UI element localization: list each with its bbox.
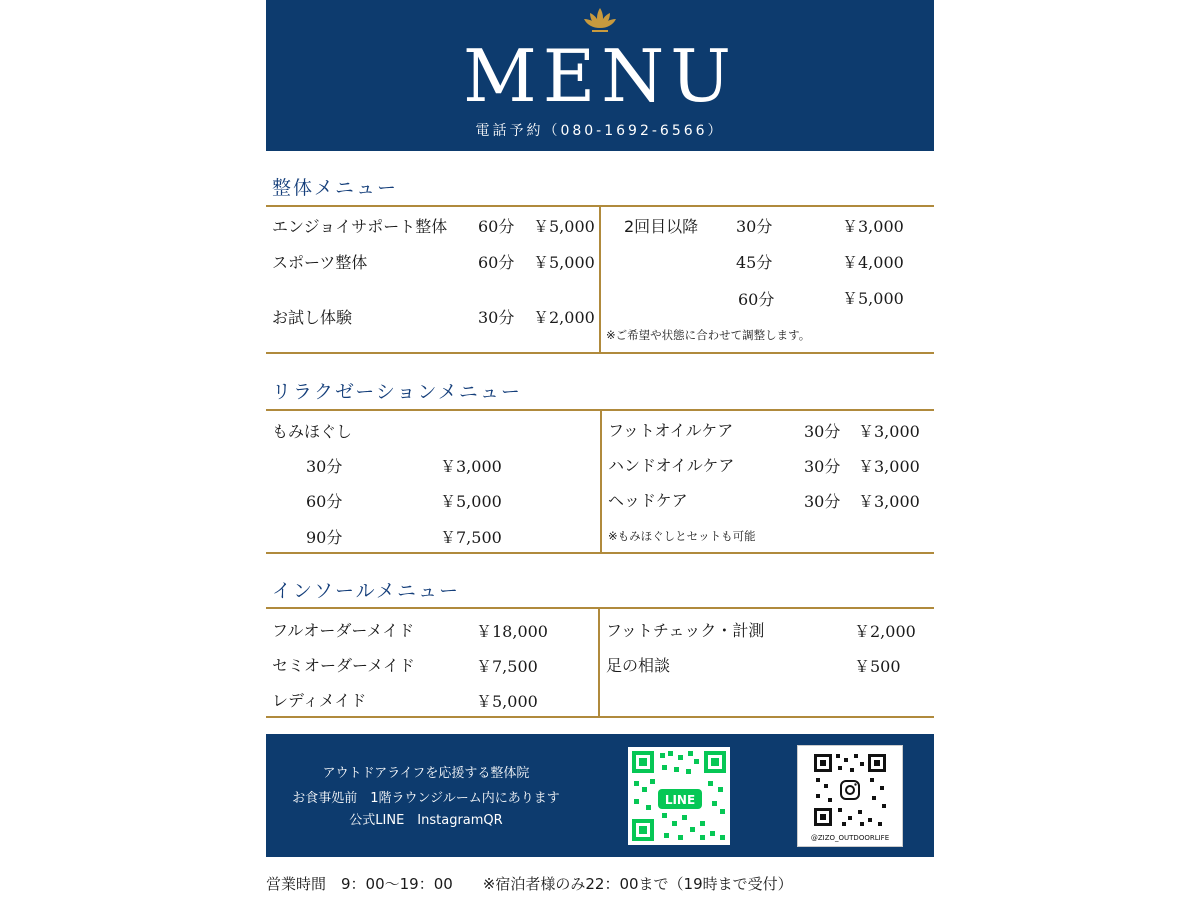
lotus-icon xyxy=(582,6,618,36)
menu-item-price: ￥5,000 xyxy=(533,217,595,236)
menu-item-price: ￥5,000 xyxy=(842,289,904,308)
menu-item-price: ￥5,000 xyxy=(476,692,538,711)
menu-item-name: レディメイド xyxy=(272,691,367,710)
menu-item-duration: 60分 xyxy=(478,217,515,236)
menu-item-price: ￥4,000 xyxy=(842,253,904,272)
momi-label: もみほぐし xyxy=(272,422,353,441)
menu-item-name: フットチェック・計測 xyxy=(606,621,765,640)
menu-item-name: フットオイルケア xyxy=(608,421,734,440)
business-hours: 営業時間 9：00〜19：00 ※宿泊者様のみ22：00まで（19時まで受付） xyxy=(266,875,793,893)
menu-item-price: ￥18,000 xyxy=(476,622,548,641)
menu-item-duration: 30分 xyxy=(804,457,841,476)
menu-item-name: スポーツ整体 xyxy=(272,253,368,272)
section-title-relax: リラクゼーションメニュー xyxy=(272,381,522,403)
header-banner xyxy=(266,0,934,151)
menu-sheet xyxy=(266,0,934,900)
instagram-qr-code[interactable] xyxy=(797,745,903,847)
section-note: ※もみほぐしとセットも可能 xyxy=(608,529,756,543)
menu-item-price: ￥7,500 xyxy=(476,657,538,676)
line-qr-code[interactable] xyxy=(628,747,730,845)
divider xyxy=(600,411,602,553)
menu-item-duration: 30分 xyxy=(478,308,515,327)
menu-item-name: セミオーダーメイド xyxy=(272,656,415,675)
menu-item-name: お試し体験 xyxy=(272,308,353,327)
divider xyxy=(266,552,934,554)
line-qr-label: LINE xyxy=(664,793,696,807)
section-note: ※ご希望や状態に合わせて調整します。 xyxy=(606,328,811,342)
divider xyxy=(598,609,600,717)
menu-item-name: 足の相談 xyxy=(606,656,671,675)
menu-item-price: ￥3,000 xyxy=(858,492,920,511)
footer-location: お食事処前 1階ラウンジルーム内にあります xyxy=(292,791,560,806)
qr-pattern-icon xyxy=(628,747,730,845)
repeat-label: 2回目以降 xyxy=(624,217,699,236)
phone-reservation: 電話予約（080-1692-6566） xyxy=(475,123,725,139)
menu-item-duration: 30分 xyxy=(736,217,773,236)
instagram-handle: @ZIZO_OUTDOORLIFE xyxy=(810,834,890,842)
menu-item-duration: 60分 xyxy=(738,290,775,309)
menu-item-duration: 30分 xyxy=(306,457,343,476)
divider xyxy=(266,716,934,718)
menu-item-price: ￥5,000 xyxy=(440,492,502,511)
divider xyxy=(266,352,934,354)
footer-tagline: アウトドアライフを応援する整体院 xyxy=(322,766,530,781)
menu-item-price: ￥3,000 xyxy=(858,457,920,476)
divider xyxy=(266,607,934,609)
menu-item-duration: 30分 xyxy=(804,422,841,441)
menu-item-name: ヘッドケア xyxy=(608,491,688,510)
menu-item-price: ￥7,500 xyxy=(440,528,502,547)
divider xyxy=(599,207,601,353)
menu-item-price: ￥3,000 xyxy=(842,217,904,236)
page-title: MENU xyxy=(463,34,737,118)
qr-pattern-icon xyxy=(798,746,902,832)
menu-item-duration: 60分 xyxy=(306,492,343,511)
menu-item-price: ￥500 xyxy=(854,657,901,676)
section-title-insole: インソールメニュー xyxy=(272,580,461,602)
footer-links-label: 公式LINE InstagramQR xyxy=(349,813,503,828)
menu-item-name: フルオーダーメイド xyxy=(272,621,415,640)
menu-item-price: ￥2,000 xyxy=(854,622,916,641)
menu-item-price: ￥3,000 xyxy=(858,422,920,441)
menu-item-price: ￥3,000 xyxy=(440,457,502,476)
menu-item-duration: 30分 xyxy=(804,492,841,511)
menu-item-duration: 90分 xyxy=(306,528,343,547)
menu-item-name: ハンドオイルケア xyxy=(608,456,735,475)
footer-banner xyxy=(266,734,934,857)
menu-item-duration: 60分 xyxy=(478,253,515,272)
menu-item-duration: 45分 xyxy=(736,253,773,272)
menu-item-name: エンジョイサポート整体 xyxy=(272,217,448,236)
section-title-seitai: 整体メニュー xyxy=(272,177,399,199)
menu-item-price: ￥5,000 xyxy=(533,253,595,272)
menu-item-price: ￥2,000 xyxy=(533,308,595,327)
